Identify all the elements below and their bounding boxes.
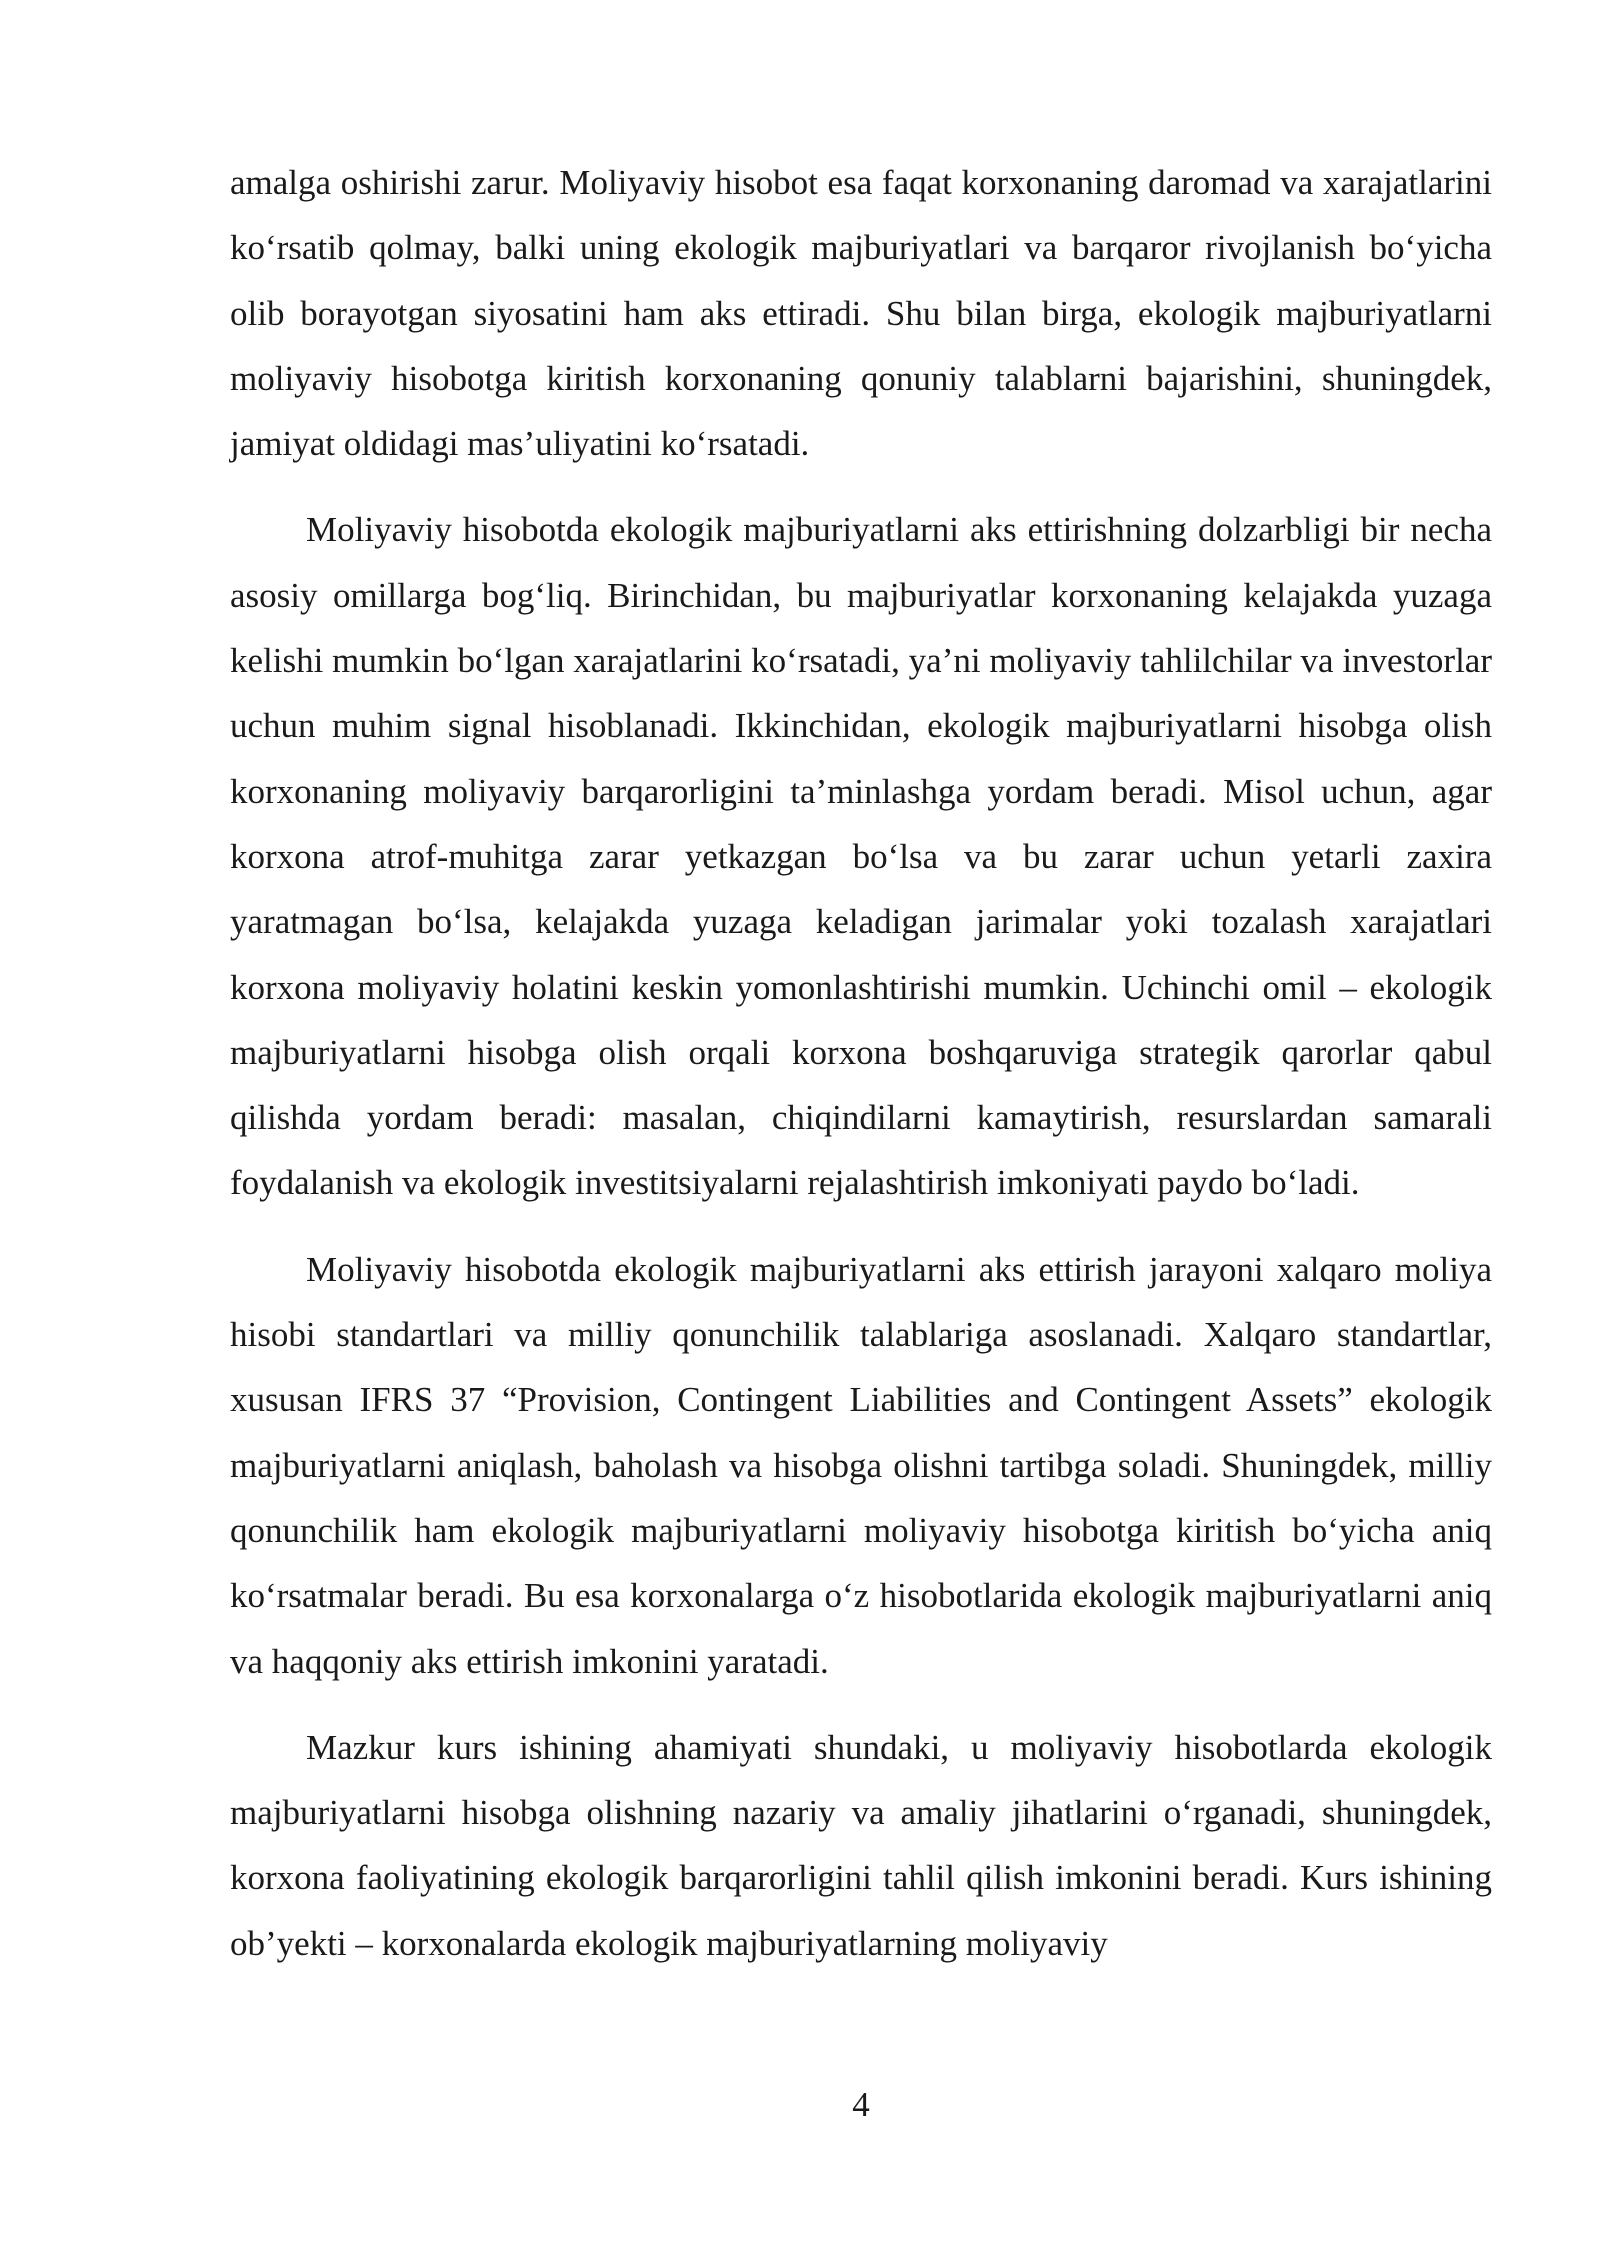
page-body: [230, 150, 1492, 1976]
page-number: 4: [852, 2085, 870, 2124]
paragraph-relevance: Moliyaviy hisobotda ekologik majburiyatlarni aks ettirishning dolzarbligi bir necha asosiy omillarga bog‘liq. Birinchidan, bu majburiyatlar korxonaning kelajakda yuzaga kelishi mumkin bo‘lgan xarajatlarini ko‘rsatadi, ya’ni moliyaviy tahlilchilar va investorlar uchun muhim signal hisoblanadi. Ikkinchidan, ekologik majburiyatlarni hisobga olish korxonaning moliyaviy barqarorligini ta’minlashga yordam beradi. Misol uchun, agar korxona atrof-muhitga zarar yetkazgan bo‘lsa va bu zarar uchun yetarli zaxira yaratmagan bo‘lsa, kelajakda yuzaga keladigan jarimalar yoki tozalash xarajatlari korxona moliyaviy holatini keskin yomonlashtirishi mumkin. Uchinchi omil – ekologik majburiyatlarni hisobga olish orqali korxona boshqaruviga strategik qarorlar qabul qilishda yordam beradi: masalan, chiqindilarni kamaytirish, resurslardan samarali foydalanish va ekologik investitsiyalarni rejalashtirish imkoniyati paydo bo‘ladi.: [230, 510, 1492, 1203]
paragraph-continuation: amalga oshirishi zarur. Moliyaviy hisobot esa faqat korxonaning daromad va xarajatlarini ko‘rsatib qolmay, balki uning ekologik majburiyatlari va barqaror rivojlanish bo‘yicha olib borayotgan siyosatini ham aks ettiradi. Shu bilan birga, ekologik majburiyatlarni moliyaviy hisobotga kiritish korxonaning qonuniy talablarni bajarishini, shuningdek, jamiyat oldidagi mas’uliyatini ko‘rsatadi.: [230, 163, 1492, 464]
paragraph-standards: Moliyaviy hisobotda ekologik majburiyatlarni aks ettirish jarayoni xalqaro moliya hisobi standartlari va milliy qonunchilik talablariga asoslanadi. Xalqaro standartlar, xususan IFRS 37 “Provision, Contingent Liabilities and Contingent Assets” ekologik majburiyatlarni aniqlash, baholash va hisobga olishni tartibga soladi. Shuningdek, milliy qonunchilik ham ekologik majburiyatlarni moliyaviy hisobotga kiritish bo‘yicha aniq ko‘rsatmalar beradi. Bu esa korxonalarga o‘z hisobotlarida ekologik majburiyatlarni aniq va haqqoniy aks ettirish imkonini yaratadi.: [230, 1249, 1492, 1681]
paragraph-significance: Mazkur kurs ishining ahamiyati shundaki, u moliyaviy hisobotlarda ekologik majburiyatlarni hisobga olishning nazariy va amaliy jihatlarini o‘rganadi, shuningdek, korxona faoliyatining ekologik barqarorligini tahlil qilish imkonini beradi. Kurs ishining ob’yekti – korxonalarda ekologik majburiyatlarning moliyaviy: [230, 1727, 1492, 1963]
